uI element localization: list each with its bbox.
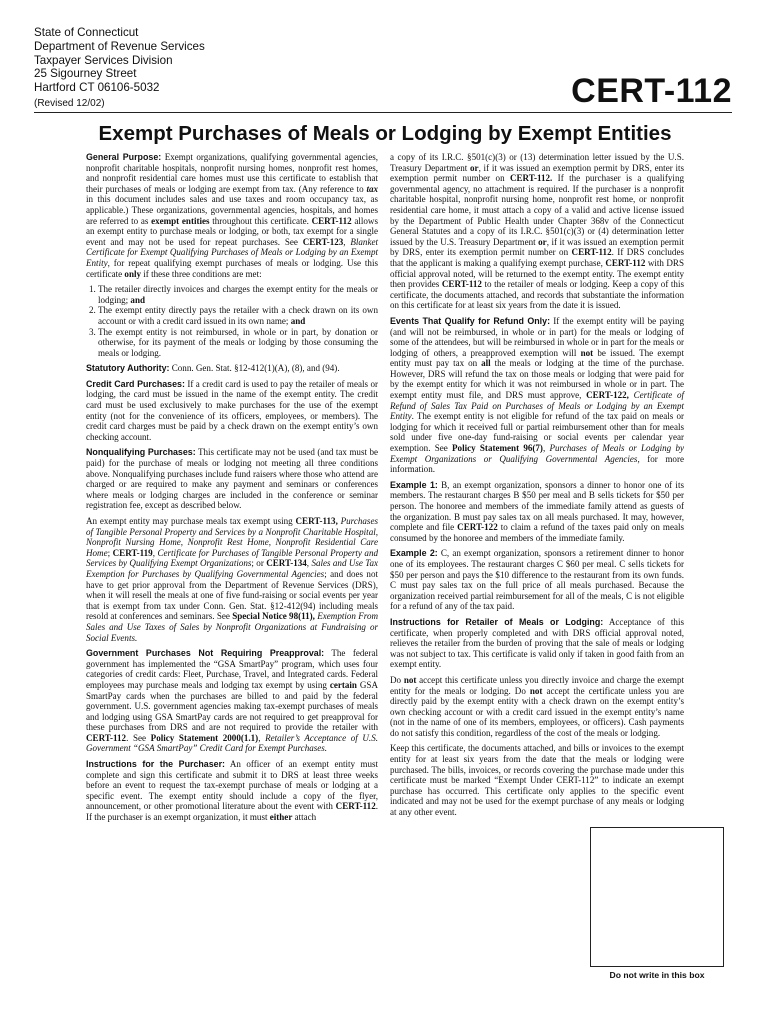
publication-title: Sales and Use Tax Exemption for Purchases by Qualifying Governmental Agencies [86, 558, 379, 579]
section-heading: Example 1: [390, 479, 438, 490]
form-reference: CERT-112 [605, 257, 646, 268]
condition-text: The exempt entity is not reimbursed, in whole or in part, by donation or otherwise, for its payment of the meals or lodging by those consuming the meals or lodging. [98, 326, 378, 358]
section-heading: Instructions for the Purchaser: [86, 759, 226, 770]
publication-title: Certificate of Refund of Sales Tax Paid on Purchases of Meals or Lodging by an Exempt Entity [390, 390, 684, 422]
body-text: , [343, 236, 351, 247]
form-reference: CERT-112. [509, 173, 553, 184]
publication-reference: Special Notice 98(11), [232, 611, 315, 622]
left-column [86, 152, 378, 828]
body-text: a copy of its I.R.C. §501(c)(3) or (13) determination letter issued by the U.S. Treasury Department [390, 152, 684, 173]
purchaser-instructions-paragraph [86, 759, 378, 823]
section-heading: Nonqualifying Purchases: [86, 447, 196, 458]
body-text: ; [107, 547, 113, 558]
condition-text: The exempt entity directly pays the retailer with a check drawn on its own account or with a credit card issued in its own name; [98, 305, 378, 326]
section-heading: General Purpose: [86, 152, 162, 162]
emphasis-text: and [130, 294, 146, 305]
address-line: Taxpayer Services Division [34, 53, 173, 67]
body-text: The federal government has implemented the “GSA SmartPay” program, which uses four categories of credit cards: Fleet, Purchase, Travel, and Integrated cards. Federal employees may purchase meals and lodging tax exempt by using [86, 648, 378, 690]
publication-title: Purchases of Meals or Lodging by Exempt Organizations or Qualifying Governmental Agencies [390, 443, 684, 464]
body-text: ; or [251, 558, 267, 569]
body-text: accept this certificate unless you directly invoice and charge the exempt entity for the meals or lodging. Do [390, 674, 684, 696]
body-text: B, an exempt organization, sponsors a dinner to honor one of its members. The restaurant charges B $50 per meal and B sells tickets for $50 per person. The honoree and members of the immediate family attend as guests of the organization. B must pay sales tax on all meals purchased. It may, however, complete and file [390, 479, 684, 533]
body-text: allows an exempt entity to purchase meals or lodging, or both, tax exempt for a single event and may not be used for repeat purchases. See [86, 215, 378, 247]
body-text: , for more information. [390, 453, 684, 475]
section-heading: Instructions for Retailer of Meals or Lodging: [390, 616, 604, 627]
emphasis-text: not [403, 674, 417, 685]
form-reference: CERT-123 [302, 236, 344, 247]
nonqualifying-paragraph [86, 447, 378, 511]
right-column [390, 152, 684, 823]
form-reference: CERT-122, [586, 390, 629, 401]
publication-title: Certificate for Purchases of Tangible Personal Property and Services by Qualifying Exempt Organizations [86, 547, 378, 569]
emphasis-text: or [538, 236, 547, 247]
body-text: , if it was issued an exemption permit by DRS, enter its exemption permit number on [390, 236, 684, 258]
address-line: 25 Sigourney Street [34, 67, 137, 81]
body-text: , for repeat qualifying exempt purchases of meals or lodging. Use this certificate [86, 257, 378, 279]
example-2-paragraph [390, 548, 684, 612]
emphasis-text: certain [329, 679, 357, 690]
exempt-entity-paragraph [86, 516, 378, 643]
emphasis-text: not [529, 685, 543, 696]
official-use-box-label: Do not write in this box [609, 970, 705, 980]
body-text: An exempt entity may purchase meals tax exempt using [86, 516, 296, 526]
body-text: if these three conditions are met: [141, 268, 262, 279]
refund-events-paragraph [390, 316, 684, 475]
body-text: GSA SmartPay cards when the purchases are billed to and paid by the federal government. U.S. government agencies making tax-exempt purchases of meals and lodging using GSA SmartPay cards are not required to get preapproval for these purchases from DRS and are not required to provide the retailer with [86, 679, 378, 733]
body-text: An officer of an exempt entity must complete and sign this certificate and submit it to DRS at least three weeks before an event to request the tax-exempt purchase of meals or lodging at a specific event. The exempt entity should include a copy of the flyer, announcement, or other promotional literature about the event with [86, 759, 379, 812]
revision-date: (Revised 12/02) [34, 97, 105, 109]
emphasis-text: either [269, 812, 293, 823]
address-line: Hartford CT 06106-5032 [34, 81, 160, 95]
body-text: in this document includes sales and use taxes and room occupancy tax, as applicable.) These organizations, governmental agencies, hospitals, and homes are referred to as [86, 194, 378, 226]
retailer-instructions-paragraph [390, 617, 684, 670]
emphasis-text: exempt entities [151, 215, 210, 226]
page-title: Exempt Purchases of Meals or Lodging by Exempt Entities [98, 122, 672, 145]
emphasis-text: and [290, 315, 306, 326]
body-text: the meals or lodging at the time of the purchase. However, DRS will refund the tax on those meals or lodging that were paid for by the exempt entity for which it was not reimbursed in whole or in part. The exempt entity must file, and DRS must approve, [390, 358, 684, 401]
body-text: C, an exempt organization, sponsors a retirement dinner to honor one of its employees. The restaurant charges C $60 per meal. C sells tickets for $50 per person and pays the $10 difference to the restaurant from its own funds. C must pay sales tax on the full price of all meals purchased. Because the organization received partial reimbursement for all of the meals, C is not eligible for a refund of any of the tax paid. [390, 548, 684, 612]
address-line: State of Connecticut [34, 26, 139, 39]
body-text: , if it was issued an exemption permit by DRS, enter its exemption permit number on [390, 162, 685, 184]
emphasis-text: tax [366, 183, 378, 194]
agency-address [34, 26, 205, 111]
condition-item [98, 284, 378, 305]
emphasis-text: or [470, 162, 479, 173]
condition-item [98, 305, 378, 326]
publication-title: Blanket Certificate for Exempt Qualifying Purchases of Meals or Lodging by an Exempt Entity [86, 236, 378, 268]
section-heading: Statutory Authority: [86, 363, 170, 374]
form-reference: CERT-119 [112, 547, 153, 558]
condition-text: The retailer directly invoices and charges the exempt entity for the meals or lodging; [98, 284, 378, 305]
record-keeping-paragraph: Keep this certificate, the documents attached, and bills or invoices to the exempt entity for at least six years from the date that the meals or lodging were purchased. The bills, invoices, or records covering the purchase made under this certificate must be marked “Exempt Under CERT-112” to indicate an exempt purchase has occurred. This certificate only applies to the specific event indicated and may not be used for the exempt purchase of any meals or lodging at any other event. [390, 743, 684, 818]
body-text: . See [126, 732, 151, 743]
body-text: Conn. Gen. Stat. §12-412(1)(A), (8), and (94). [169, 363, 340, 374]
section-heading: Events That Qualify for Refund Only: [390, 315, 551, 326]
body-text: , [542, 443, 550, 454]
form-reference: CERT-112 [335, 801, 376, 812]
section-heading: Example 2: [390, 548, 438, 559]
body-text: . If DRS concludes that the applicant is making a qualifying exempt purchase, [390, 247, 684, 268]
address-line: Department of Revenue Services [34, 39, 205, 53]
body-text: Exempt organizations, qualifying governmental agencies, nonprofit charitable hospitals, nonprofit nursing homes, nonprofit rest homes, and nonprofit residential care homes must use this certificate to establish that their purchases of meals or lodging are exempt from tax. (Any reference to [86, 152, 378, 194]
form-reference: CERT-134 [266, 558, 307, 569]
government-purchases-paragraph [86, 648, 378, 754]
publication-reference: Policy Statement 96(7) [452, 443, 543, 454]
form-reference: CERT-113, [295, 516, 338, 526]
publication-reference: Policy Statement 2000(1.1) [150, 732, 259, 743]
body-text: , [258, 732, 266, 743]
purchaser-instructions-continued [390, 152, 684, 311]
emphasis-text: all [481, 358, 491, 369]
body-text: be issued. The exempt entity must pay tax on [390, 347, 685, 369]
body-text: If a credit card is used to pay the retailer of meals or lodging, the card must be issued in the name of the exempt entity. The credit card must be used exclusively to make purchases for the use of the exempt entity (not for the convenience of its officers, employees, or members). The credit card charges must be paid by a check drawn on the exempt entity’s own checking account. [86, 378, 378, 442]
emphasis-text: not [580, 347, 594, 358]
example-1-paragraph [390, 480, 684, 544]
body-text: throughout this certificate. [209, 215, 312, 226]
body-text: to the retailer of meals or lodging. Keep a copy of this certificate, the documents attached, and records that substantiate the information on this certificate for at least six years from the date it is issued. [390, 279, 684, 311]
body-text: If the purchaser is a qualifying governmental agency, no attachment is required. If the purchaser is a nonprofit charitable hospital, nonprofit nursing home, nonprofit rest home, or nonprofit residential care home, it must attach a copy of a valid and active license issued by the Department of Public Health under Chapter 368v of the Connecticut General Statutes and a copy of its I.R.C. §501(c)(3) or (4) determination letter issued by the U.S. Treasury Department [390, 173, 684, 247]
body-text: , [306, 558, 312, 569]
body-text: with DRS official approval noted, will be returned to the exempt entity. The exempt entity then provides [390, 257, 684, 290]
body-text: . The exempt entity is not eligible for refund of the tax paid on meals or lodging for which it received full or partial reimbursement other than for meals sold under five one-day fund-raising or social events per calendar year exemption. See [390, 411, 684, 454]
form-reference: CERT-112 [311, 215, 352, 226]
credit-card-paragraph [86, 379, 378, 443]
body-text: attach [292, 812, 317, 823]
body-text: to claim a refund of the taxes paid only on meals consumed by the honoree and members of the immediate family. [390, 522, 685, 543]
form-reference: CERT-122 [457, 522, 498, 533]
publication-title: Purchases of Tangible Personal Property and Services by a Nonprofit Charitable Hospital, Nonprofit Nursing Home, Nonprofit Rest Home, Nonprofit Residential Care Home [86, 516, 378, 558]
body-text: , [152, 547, 158, 558]
publication-title: Exemption From Sales and Use Taxes of Sales by Nonprofit Organizations at Fundraising or Social Events. [86, 611, 378, 643]
body-text: Do [390, 674, 404, 685]
body-text: Acceptance of this certificate, when properly completed and with DRS official approval noted, relieves the retailer from the burden of proving that the sale of meals or lodging was not subject to tax. This certificate is valid only if taken in good faith from an exempt entity. [390, 616, 684, 670]
section-heading: Credit Card Purchases: [86, 378, 185, 389]
general-purpose-paragraph [86, 152, 378, 279]
conditions-list [86, 284, 378, 358]
form-reference: CERT-112 [86, 732, 127, 743]
emphasis-text: only [124, 268, 142, 279]
body-text: This certificate may not be used (and tax must be paid) for the purchase of meals or lodging not meeting all three conditions above. Nonqualifying purchases include fund raisers where those who attend are charged or are required to make any payment and seminars or conferences where meals or lodging charges are included in the conference or seminar registration fee, except as described below. [86, 447, 378, 511]
form-number: CERT-112 [571, 72, 732, 110]
do-not-accept-paragraph [390, 675, 684, 739]
header-divider [34, 112, 732, 113]
body-text: accept the certificate unless you are directly paid by the exempt entity with a check drawn on the exempt entity’s own checking account or with a credit card issued in the exempt entity’s name (not in the name of one of its members, employees, or officers). Cash payments do not satisfy this condition, regardless of the cost of the meals or lodging. [390, 685, 685, 738]
body-text: If the exempt entity will be paying (and will not be reimbursed, in whole or in part) for the meals or lodging of some of the attendees, but will be reimbursed in whole or in part for the meals or lodging of others, a preapproved exemption will [390, 315, 684, 358]
condition-item [98, 327, 378, 359]
form-reference: CERT-112 [571, 247, 612, 258]
section-heading: Government Purchases Not Requiring Preapproval: [86, 648, 325, 659]
body-text: . If the purchaser is an exempt organization, it must [86, 801, 378, 823]
publication-title: Retailer’s Acceptance of U.S. Government “GSA SmartPay” Credit Card for Exempt Purchases. [86, 732, 378, 754]
body-text: ; and does not have to get prior approval from the Department of Revenue Services (DRS), when it will resell the meals at one of five fund-raising or social events per year that is exempt from tax under Conn. Gen. Stat. §12-412(94) including meals resold at conferences and seminars. See [86, 568, 378, 622]
form-reference: CERT-112 [441, 279, 482, 290]
official-use-box [590, 827, 724, 967]
statutory-authority-paragraph [86, 363, 378, 374]
